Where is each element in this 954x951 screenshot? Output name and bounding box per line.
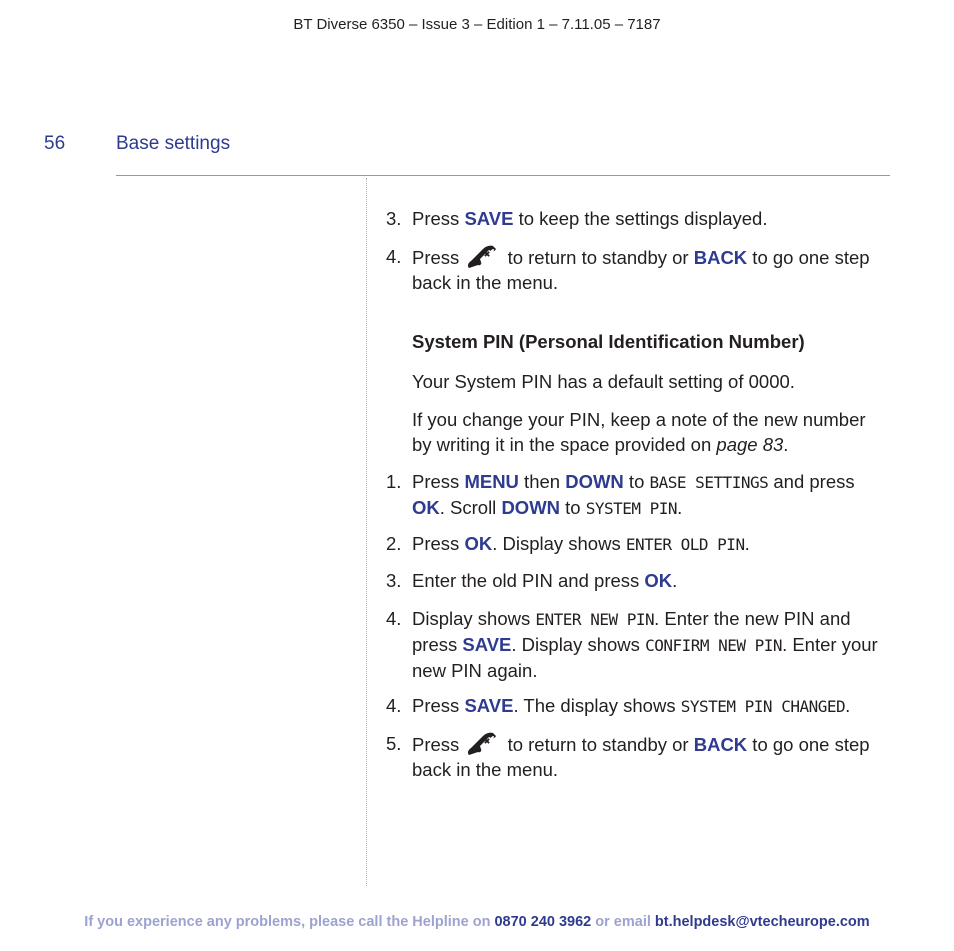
paragraph: If you change your PIN, keep a note of the new number by writing it in the space provided on page 83. [412, 409, 866, 455]
key-label: DOWN [501, 497, 561, 518]
section-heading: System PIN (Personal Identification Number) [412, 331, 805, 352]
step-text: Press MENU then DOWN to BASE SETTINGS and press OK. Scroll DOWN to SYSTEM PIN. [412, 471, 855, 518]
helpline-phone: 0870 240 3962 [494, 914, 592, 930]
step-number: 4. [386, 246, 402, 267]
step-number: 4. [386, 608, 402, 629]
key-label: OK [412, 497, 440, 518]
end-call-phone-icon [466, 731, 498, 757]
step-text: Enter the old PIN and press OK. [412, 570, 678, 591]
step-number: 3. [386, 570, 402, 591]
step-text: Press SAVE. The display shows SYSTEM PIN CHANGED. [412, 695, 851, 716]
step-number: 1. [386, 471, 402, 492]
key-label: DOWN [565, 471, 624, 492]
step-text: Press SAVE to keep the settings displayed. [412, 208, 768, 229]
step-number: 5. [386, 733, 402, 754]
step-text: Press to return to standby or BACK to go one step back in the menu. [412, 731, 882, 782]
paragraph: Your System PIN has a default setting of 0000. [412, 371, 795, 392]
step-number: 3. [386, 208, 402, 229]
key-label: MENU [464, 471, 519, 492]
document-reference: BT Diverse 6350 – Issue 3 – Edition 1 – 7.11.05 – 7187 [293, 16, 661, 33]
key-label: SAVE [462, 634, 512, 655]
step-number: 2. [386, 533, 402, 554]
display-text: ENTER OLD PIN [625, 535, 745, 554]
key-label: SAVE [464, 208, 514, 229]
step-text: Press to return to standby or BACK to go one step back in the menu. [412, 244, 882, 295]
display-text: BASE SETTINGS [649, 473, 769, 492]
key-label: OK [464, 533, 493, 554]
step-number: 4. [386, 695, 402, 716]
helpline-footer: If you experience any problems, please call the Helpline on 0870 240 3962 or email bt.helpdesk@vtecheurope.com [84, 914, 870, 930]
key-label: OK [644, 570, 673, 591]
page-reference: page 83 [716, 434, 784, 455]
key-label: BACK [693, 734, 748, 755]
key-label: SAVE [464, 695, 514, 716]
helpline-email[interactable]: bt.helpdesk@vtecheurope.com [654, 914, 870, 930]
end-call-phone-icon [466, 244, 498, 270]
key-label: BACK [693, 247, 748, 268]
step-text: Press OK. Display shows ENTER OLD PIN. [412, 533, 750, 554]
display-text: CONFIRM NEW PIN [645, 636, 783, 655]
section-title: Base settings [116, 133, 231, 154]
display-text: ENTER NEW PIN [535, 610, 655, 629]
step-text: Display shows ENTER NEW PIN. Enter the new PIN and press SAVE. Display shows CONFIRM NEW PIN. Enter your new PIN again. [412, 608, 878, 681]
page-number: 56 [44, 133, 66, 154]
display-text: SYSTEM PIN [585, 499, 678, 518]
display-text: SYSTEM PIN CHANGED [680, 697, 846, 716]
